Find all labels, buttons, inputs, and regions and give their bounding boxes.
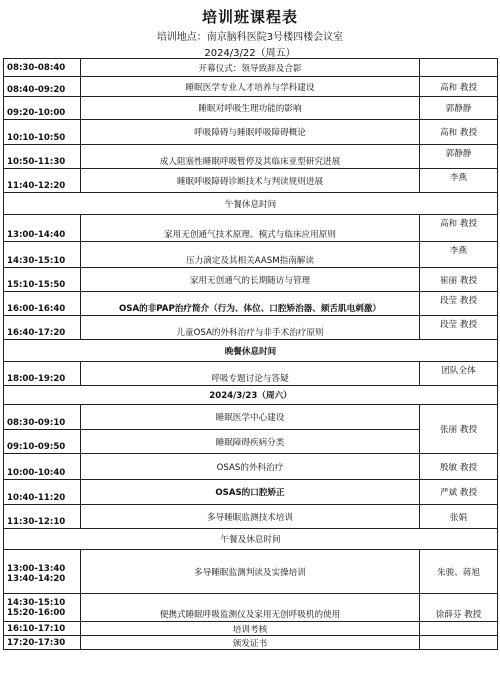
time-cell: 11:30-12:10 [4,505,81,529]
speaker-cell: 张娟 [420,505,498,529]
time-cell: 11:40-12:20 [4,169,81,193]
topic-cell: 睡眠障碍疾病分类 [81,430,420,454]
topic-cell: 压力滴定及其相关AASM指南解读 [81,242,420,268]
time-cell: 08:30-09:10 [4,405,81,430]
speaker-cell: 郭静静 [420,145,498,169]
time-second: 15:20-16:00 [7,607,66,618]
table-row [4,215,498,242]
table-row [4,454,498,480]
time-cell: 10:50-11:30 [4,145,81,169]
topic-cell: 多导睡眠监测技术培训 [81,505,420,529]
time-cell: 10:00-10:40 [4,454,81,480]
topic-cell: 睡眠医学专业人才培养与学科建设 [81,77,420,97]
time-cell: 16:40-17:20 [4,316,81,340]
time-stack [7,598,77,618]
time-cell: 08:30-08:40 [4,59,81,77]
topic-cell: OSA的非PAP治疗简介（行为、体位、口腔矫治器、颏舌肌电刺激） [81,292,420,316]
table-row [4,636,498,650]
table-row [4,292,498,316]
table-row [4,405,498,430]
time-first: 13:00-13:40 [7,563,66,574]
speaker-cell [420,59,498,77]
topic-cell: 培训考核 [81,622,420,636]
time-cell: 16:10-17:10 [4,622,81,636]
table-row [4,316,498,340]
time-cell: 10:40-11:20 [4,480,81,505]
time-cell: 10:10-10:50 [4,120,81,145]
table-row [4,59,498,77]
topic-cell: 颁发证书 [81,636,420,650]
table-row [4,505,498,529]
speaker-cell: 严斌 教授 [420,480,498,505]
table-row [4,594,498,622]
time-cell: 17:20-17:30 [4,636,81,650]
break-row [4,340,498,362]
topic-cell: OSAS的外科治疗 [81,454,420,480]
table-row [4,120,498,145]
time-cell: 14:30-15:10 [4,242,81,268]
table-row [4,97,498,120]
topic-cell: 呼吸专题讨论与答疑 [81,362,420,386]
topic-cell: 儿童OSA的外科治疗与非手术治疗原则 [81,316,420,340]
table-row [4,268,498,292]
break-row [4,529,498,550]
speaker-cell: 段莹 教授 [420,316,498,340]
time-second: 13:40-14:20 [7,573,66,584]
break-label: 午餐及休息时间 [4,529,498,550]
topic-cell: 成人阻塞性睡眠呼吸暂停及其临床亚型研究进展 [81,145,420,169]
time-cell: 09:20-10:00 [4,97,81,120]
speaker-cell: 张丽 教授 [420,405,498,454]
topic-cell: 家用无创通气技术原理、模式与临床应用原则 [81,215,420,242]
time-stack [7,558,77,586]
schedule-table [3,58,498,650]
topic-cell: 睡眠呼吸障碍诊断技术与判读规则进展 [81,169,420,193]
time-first: 14:30-15:10 [7,597,66,608]
table-row [4,622,498,636]
time-cell: 08:40-09:20 [4,77,81,97]
table-row [4,145,498,169]
time-cell: 18:00-19:20 [4,362,81,386]
topic-cell: 睡眠对呼吸生理功能的影响 [81,97,420,120]
time-cell [4,550,81,594]
speaker-cell: 李燕 [420,169,498,193]
topic-cell: 呼吸障碍与睡眠呼吸障碍概论 [81,120,420,145]
speaker-cell: 徐薛芬 教授 [420,594,498,622]
speaker-cell: 崔丽 教授 [420,268,498,292]
topic-cell: 开幕仪式：领导致辞及合影 [81,59,420,77]
speaker-cell: 李燕 [420,242,498,268]
break-row [4,193,498,215]
time-cell [4,594,81,622]
day2-date: 2024/3/23（周六） [4,386,498,405]
time-cell: 13:00-14:40 [4,215,81,242]
speaker-cell: 高和 教授 [420,215,498,242]
time-cell: 15:10-15:50 [4,268,81,292]
table-row [4,169,498,193]
venue-line: 培训地点：南京脑科医院3号楼四楼会议室 [156,32,344,43]
break-label: 午餐休息时间 [4,193,498,215]
speaker-cell: 段莹 教授 [420,292,498,316]
page-title: 培训班课程表 [201,8,298,26]
day1-date: 2024/3/22（周五） [204,48,296,59]
speaker-cell: 郭静静 [420,97,498,120]
topic-cell: OSAS的口腔矫正 [81,480,420,505]
table-row [4,480,498,505]
speaker-cell: 高和 教授 [420,77,498,97]
speaker-cell [420,636,498,650]
topic-cell: 便携式睡眠呼吸监测仪及家用无创呼吸机的使用 [81,594,420,622]
time-cell: 16:00-16:40 [4,292,81,316]
table-row [4,242,498,268]
break-label: 晚餐休息时间 [4,340,498,362]
speaker-cell: 高和 教授 [420,120,498,145]
topic-cell: 睡眠医学中心建设 [81,405,420,430]
table-row [4,550,498,594]
speaker-cell: 朱骏、蒋旭 [420,550,498,594]
speaker-cell: 殷敏 教授 [420,454,498,480]
date-row [4,386,498,405]
topic-cell: 多导睡眠监测判读及实操培训 [81,550,420,594]
speaker-cell: 团队全体 [420,362,498,386]
time-cell: 09:10-09:50 [4,430,81,454]
table-row [4,362,498,386]
topic-cell: 家用无创通气的长期随访与管理 [81,268,420,292]
table-row [4,77,498,97]
speaker-cell [420,622,498,636]
